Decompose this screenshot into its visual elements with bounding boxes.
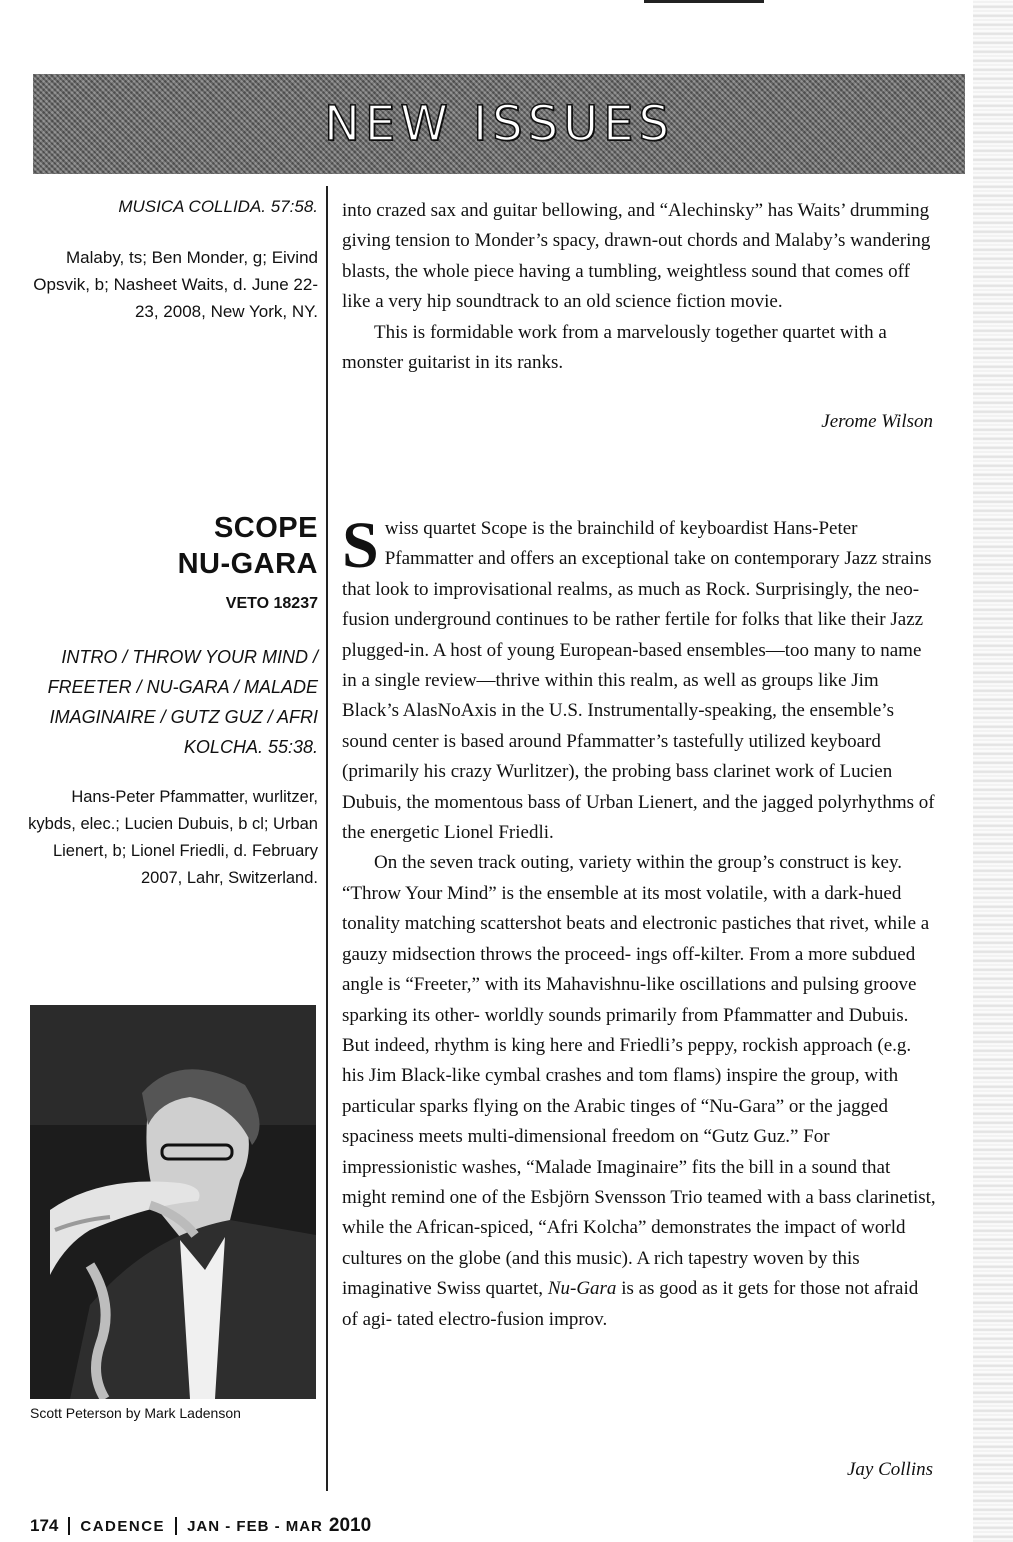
saxophonist-image xyxy=(30,1005,316,1399)
album-title: NU-GARA xyxy=(177,548,318,580)
issue-year: 2010 xyxy=(328,1515,372,1536)
track-list: INTRO / THROW YOUR MIND / FREETER / NU-GARA / MALADE IMAGINAIRE / GUTZ GUZ / AFRI KOLCHA. 55:38. xyxy=(47,647,318,757)
scan-edge xyxy=(973,0,1013,1542)
photo-caption: Scott Peterson by Mark Ladenson xyxy=(30,1405,241,1421)
review-paragraph: into crazed sax and guitar bellowing, and “Alechinsky” has Waits’ drumming giving tension to Monder’s spacy, drawn-out chords and Malaby’s wandering blasts, the whole piece having a tumbling, weightless sound that comes off like a very hip soundtrack to an old science fiction movie. xyxy=(342,200,931,313)
review-paragraph: wiss quartet Scope is the brainchild of keyboardist Hans-Peter Pfammatter and offers an exceptional take on contemporary Jazz strains that look to improvisational realms, as much as Rock. Surprisingly, the neo-fusion underground continues to be rather fertile for folks that like their Jazz plugged-in. A host of young European-based ensembles—too many to name in a single review—thrive within this realm, as well as groups like Jim Black’s AlasNoAxis in the U.S. Instrumentally-speaking, the ensemble’s sound center is based around Pfammatter’s tastefully utilized keyboard (primarily his crazy Wurlitzer), the probing bass clarinet work of Lucien Dubuis, the momentous bass of Urban Lienert, and the jagged polyrhythms of the energetic Lionel Friedli. xyxy=(342,518,935,844)
page-footer xyxy=(30,1515,371,1537)
top-rule xyxy=(644,0,764,3)
drop-cap: S xyxy=(342,509,379,582)
review-body xyxy=(342,196,936,378)
album-meta: MUSICA COLLIDA. 57:58. xyxy=(118,197,318,216)
magazine-name: CADENCE xyxy=(80,1517,166,1535)
review-paragraph: On the seven track outing, variety within the group’s construct is key. “Throw Your Mind” is the ensemble at its most volatile, with a dark-hued tonality matching scattershot beats and electronic pastiches that rivet, while a gauzy midsection throws the proceed- ings off-kilter. From a more subdued angle is “Freeter,” with its Mahavishnu-like oscillations and pulsing groove sparking its other- worldly sounds primarily from Pfammatter and Dubuis. But indeed, rhythm is king here and Friedli’s peppy, rockish approach (e.g. his Jim Black-like cymbal crashes and tom flams) inspire the group, with particular sparks flying on the Arabic tinges of “Nu-Gara” or the jagged spaciness meets multi-dimensional freedom on “Gutz Guz.” For impressionistic washes, “Malade Imaginaire” fits the bill in a sound that might remind one of the Esbjörn Svensson Trio teamed with a bass clarinetist, while the African-spiced, “Afri Kolcha” demonstrates the impact of world cultures on the globe (and this music). A rich tapestry woven by this imaginative Swiss quartet, xyxy=(342,852,936,1300)
section-banner xyxy=(33,74,965,174)
section-title: NEW ISSUES xyxy=(324,96,674,152)
review-paragraph-end: is as good as it gets for those not afraid of agi- tated electro-fusion improv. xyxy=(342,1278,919,1330)
page-number: 174 xyxy=(30,1516,59,1535)
review-paragraph: This is formidable work from a marvelously together quartet with a monster guitarist in its ranks. xyxy=(342,321,887,374)
reviewer-name: Jay Collins xyxy=(846,1459,933,1480)
label-catalog: VETO 18237 xyxy=(225,595,318,612)
footer-separator xyxy=(68,1517,70,1535)
column-divider xyxy=(326,186,328,1491)
reviewer-name: Jerome Wilson xyxy=(821,411,933,432)
issue-months: JAN - FEB - MAR xyxy=(187,1517,323,1535)
review-body xyxy=(342,509,936,1335)
personnel: Hans-Peter Pfammatter, wurlitzer, kybds, elec.; Lucien Dubuis, b cl; Urban Lienert, b; Lionel Friedli, d. February 2007, Lahr, Switzerland. xyxy=(28,788,318,887)
artist-name: SCOPE xyxy=(213,512,318,544)
album-title-italic: Nu-Gara xyxy=(547,1278,617,1300)
personnel: Malaby, ts; Ben Monder, g; Eivind Opsvik, b; Nasheet Waits, d. June 22-23, 2008, New York, NY. xyxy=(33,248,318,321)
musician-photo xyxy=(30,1005,316,1399)
footer-separator xyxy=(175,1517,177,1535)
